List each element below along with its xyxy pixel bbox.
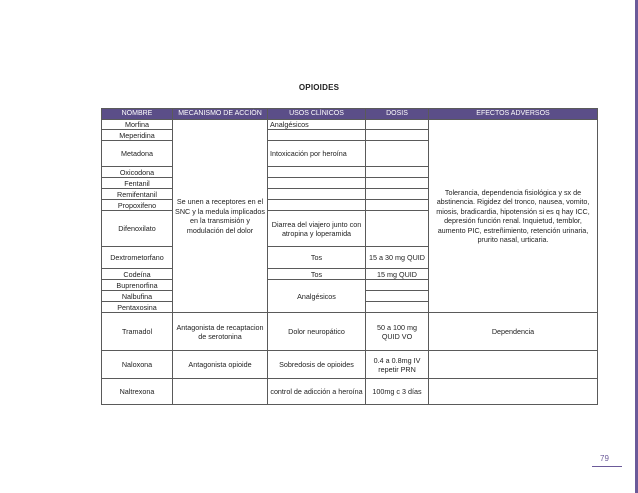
dose bbox=[366, 167, 429, 178]
header-mecanismo: MECANISMO DE ACCIÓN bbox=[173, 109, 268, 120]
drug-name: Naloxona bbox=[102, 351, 173, 379]
dose bbox=[366, 130, 429, 141]
header-dosis: DOSIS bbox=[366, 109, 429, 120]
drug-name: Pentaxosina bbox=[102, 302, 173, 313]
drug-name: Meperidina bbox=[102, 130, 173, 141]
dose bbox=[366, 120, 429, 130]
dose bbox=[366, 291, 429, 302]
drug-name: Propoxifeno bbox=[102, 200, 173, 211]
drug-name: Buprenorfina bbox=[102, 280, 173, 291]
dose bbox=[366, 189, 429, 200]
table-row bbox=[102, 120, 598, 130]
dose bbox=[366, 178, 429, 189]
clinical-use: Tos bbox=[268, 247, 366, 269]
dose bbox=[366, 211, 429, 247]
dose: 100mg c 3 días bbox=[366, 379, 429, 405]
mechanism: Antagonista opioide bbox=[173, 351, 268, 379]
clinical-use: Sobredosis de opioides bbox=[268, 351, 366, 379]
dose bbox=[366, 280, 429, 291]
table-row bbox=[102, 379, 598, 405]
clinical-use: Diarrea del viajero junto con atropina y loperamida bbox=[268, 211, 366, 247]
drug-name: Nalbufina bbox=[102, 291, 173, 302]
drug-name: Oxicodona bbox=[102, 167, 173, 178]
opioids-table bbox=[101, 108, 598, 405]
drug-name: Tramadol bbox=[102, 313, 173, 351]
header-efectos: EFECTOS ADVERSOS bbox=[429, 109, 598, 120]
dose: 15 a 30 mg QUID bbox=[366, 247, 429, 269]
dose bbox=[366, 200, 429, 211]
page-number-rule bbox=[592, 466, 622, 467]
mechanism bbox=[173, 379, 268, 405]
clinical-use bbox=[268, 189, 366, 200]
table-header-row bbox=[102, 109, 598, 120]
drug-name: Dextrometorfano bbox=[102, 247, 173, 269]
dose bbox=[366, 141, 429, 167]
clinical-use: Analgésicos bbox=[268, 280, 366, 313]
drug-name: Remifentanil bbox=[102, 189, 173, 200]
drug-name: Codeína bbox=[102, 269, 173, 280]
adverse-effects-shared: Tolerancia, dependencia fisiológica y sx de abstinencia. Rigidez del tronco, nausea, vomito, miosis, bradicardia, hipotensión si es q hay ICC, depresión función renal. Inquietud, temblor, aumento PIC, estreñimiento, retención urinaria, prurito nasal, urticaria. bbox=[429, 120, 598, 313]
mechanism: Antagonista de recaptacion de serotonina bbox=[173, 313, 268, 351]
clinical-use: Intoxicación por heroína bbox=[268, 141, 366, 167]
clinical-use bbox=[268, 200, 366, 211]
dose bbox=[366, 302, 429, 313]
clinical-use bbox=[268, 167, 366, 178]
clinical-use: Analgésicos bbox=[268, 120, 366, 130]
drug-name: Fentanil bbox=[102, 178, 173, 189]
table-row bbox=[102, 313, 598, 351]
mechanism-shared: Se unen a receptores en el SNC y la medula implicados en la transmisión y modulación del dolor bbox=[173, 120, 268, 313]
adverse-effects: Dependencia bbox=[429, 313, 598, 351]
drug-name: Morfina bbox=[102, 120, 173, 130]
dose: 15 mg QUID bbox=[366, 269, 429, 280]
table-row bbox=[102, 351, 598, 379]
page-number: 79 bbox=[600, 454, 609, 463]
dose: 50 a 100 mg QUID VO bbox=[366, 313, 429, 351]
header-usos: USOS CLÍNICOS bbox=[268, 109, 366, 120]
adverse-effects bbox=[429, 351, 598, 379]
clinical-use bbox=[268, 178, 366, 189]
header-nombre: NOMBRE bbox=[102, 109, 173, 120]
drug-name: Naltrexona bbox=[102, 379, 173, 405]
clinical-use: Dolor neuropático bbox=[268, 313, 366, 351]
clinical-use: control de adicción a heroína bbox=[268, 379, 366, 405]
dose: 0.4 a 0.8mg IV repetir PRN bbox=[366, 351, 429, 379]
drug-name: Metadona bbox=[102, 141, 173, 167]
drug-name: Difenoxilato bbox=[102, 211, 173, 247]
clinical-use: Tos bbox=[268, 269, 366, 280]
clinical-use bbox=[268, 130, 366, 141]
page-title: OPIOIDES bbox=[298, 83, 340, 92]
adverse-effects bbox=[429, 379, 598, 405]
